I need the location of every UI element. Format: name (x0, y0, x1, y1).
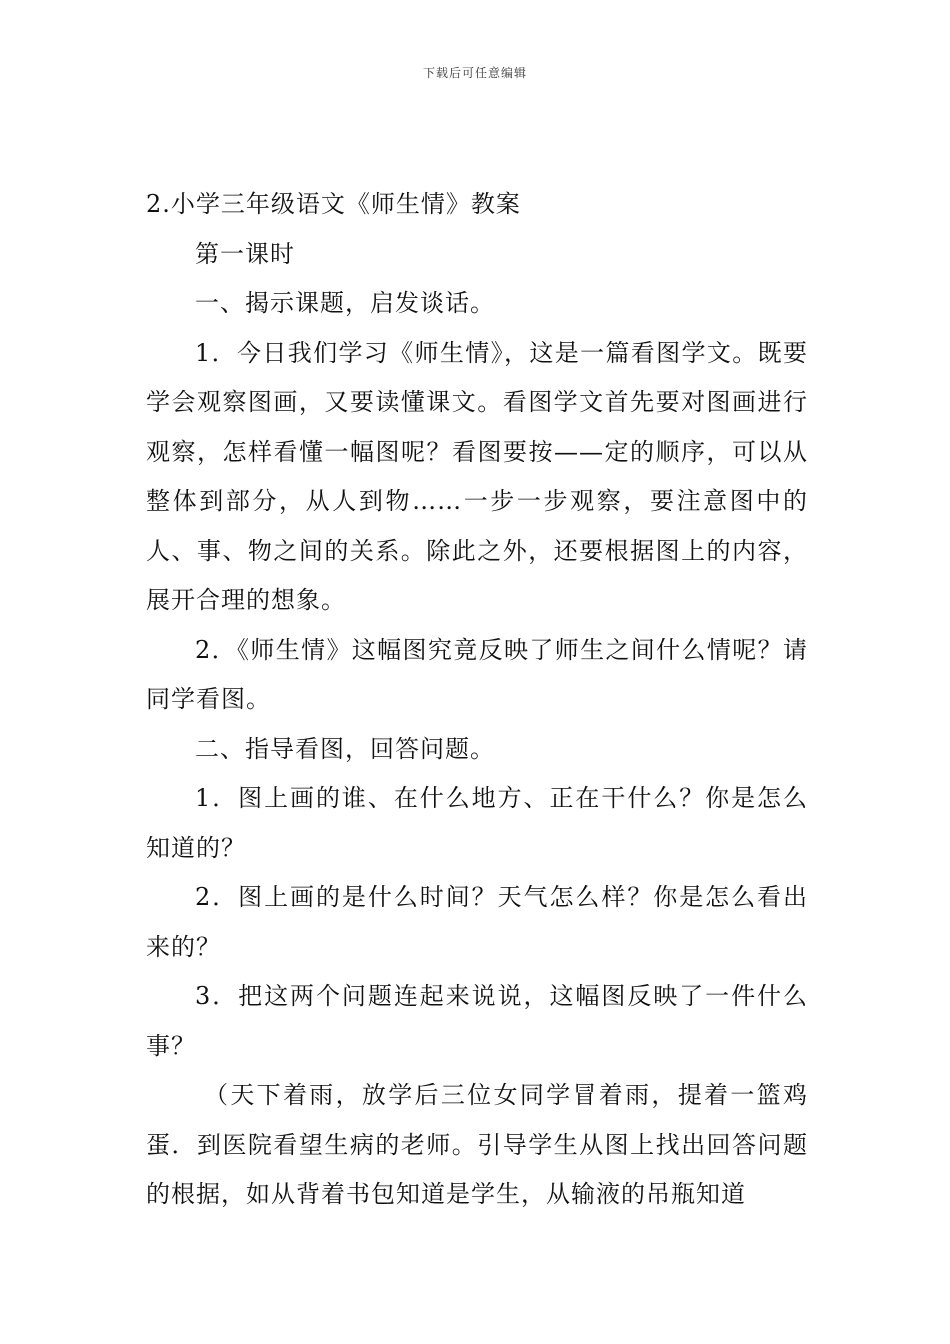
page-header-note: 下载后可任意编辑 (422, 66, 527, 80)
section-subtitle: 第一课时 (195, 239, 295, 268)
section-heading-2: 二、指导看图，回答问题。 (195, 734, 495, 763)
section-heading-1: 一、揭示课题，启发谈话。 (195, 289, 495, 317)
paragraph-2: 2．《师生情》这幅图究竟反映了师生之间什么情呢？请同学看图。 (146, 635, 808, 713)
question-1: 1．图上画的谁、在什么地方、正在干什么？你是怎么知道的？ (146, 784, 808, 862)
question-2: 2．图上画的是什么时间？天气怎么样？你是怎么看出来的？ (146, 883, 808, 961)
question-3: 3．把这两个问题连起来说说，这幅图反映了一件什么事？ (146, 982, 808, 1060)
document-title: 2.小学三年级语文《师生情》教案 (146, 190, 521, 218)
answer-note: （天下着雨，放学后三位女同学冒着雨，提着一篮鸡蛋．到医院看望生病的老师。引导学生从图上找出回答问题的根据，如从背着书包知道是学生，从输液的吊瓶知道 (146, 1081, 808, 1208)
paragraph-1: 1．今日我们学习《师生情》，这是一篇看图学文。既要学会观察图画，又要读懂课文。看图学文首先要对图画进行观察，怎样看懂一幅图呢？看图要按——定的顺序，可以从整体到部分，从人到物……一步一步观察，要注意图中的人、事、物之间的关系。除此之外，还要根据图上的内容，展开合理的想象。 (146, 338, 808, 614)
document-body (146, 180, 808, 1220)
